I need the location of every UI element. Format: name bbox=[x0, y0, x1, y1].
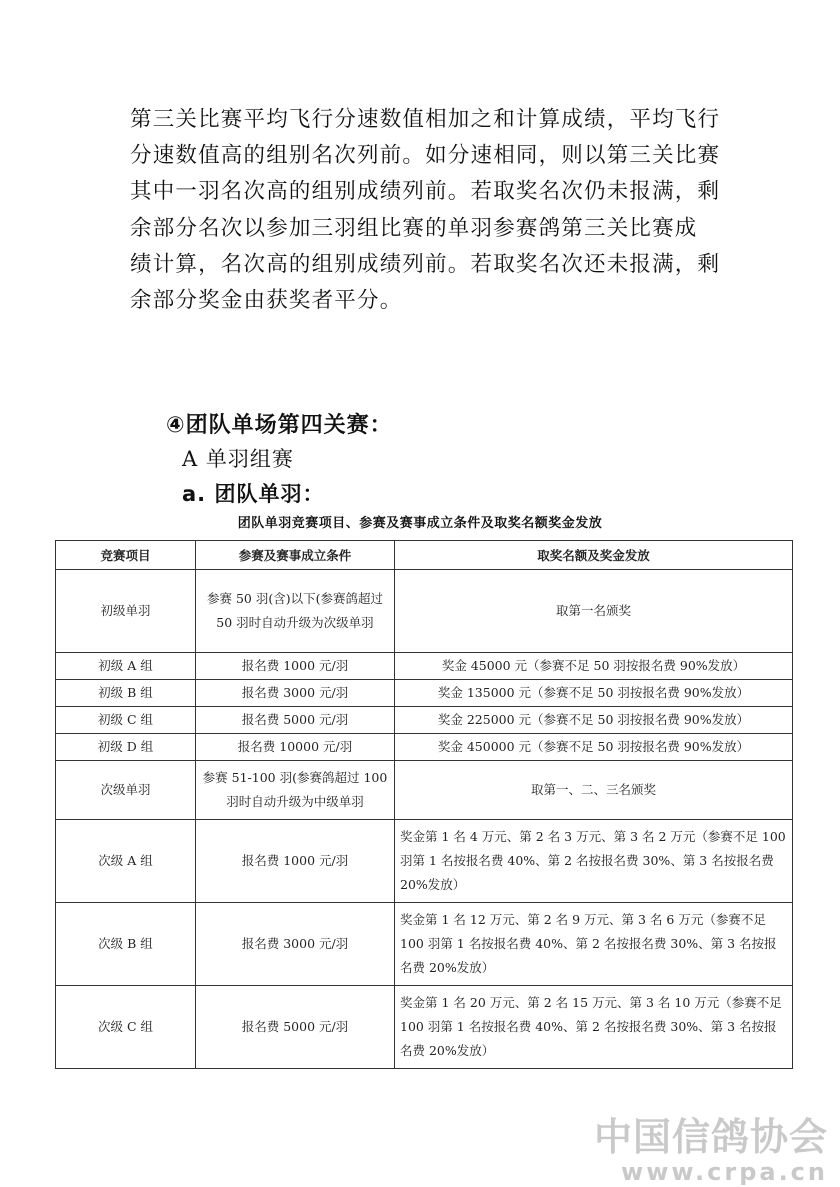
cell-event: 次级 B 组 bbox=[56, 903, 196, 986]
cell-conditions: 报名费 1000 元/羽 bbox=[196, 653, 395, 680]
cell-event: 初级 B 组 bbox=[56, 680, 196, 707]
cell-event: 次级单羽 bbox=[56, 761, 196, 820]
paragraph-line: 余部分名次以参加三羽组比赛的单羽参赛鸽第三关比赛成 bbox=[130, 215, 698, 241]
table-row bbox=[56, 707, 793, 734]
cell-conditions: 报名费 5000 元/羽 bbox=[196, 707, 395, 734]
cell-event: 次级 C 组 bbox=[56, 986, 196, 1069]
table-row bbox=[56, 986, 793, 1069]
paragraph-line: 第三关比赛平均飞行分速数值相加之和计算成绩，平均飞行 bbox=[130, 107, 721, 132]
cell-event: 初级单羽 bbox=[56, 570, 196, 653]
cell-conditions: 参赛 51-100 羽(参赛鸽超过 100 羽时自动升级为中级单羽 bbox=[196, 761, 395, 820]
table-row bbox=[56, 570, 793, 653]
paragraph-line: 余部分奖金由获奖者平分。 bbox=[130, 288, 403, 314]
section-heading: ④团队单场第四关赛： bbox=[166, 413, 393, 438]
cell-prizes: 奖金 450000 元（参赛不足 50 羽按报名费 90%发放） bbox=[395, 734, 793, 761]
table-caption: 团队单羽竞赛项目、参赛及赛事成立条件及取奖名额奖金发放 bbox=[237, 516, 603, 531]
table-row bbox=[56, 680, 793, 707]
cell-event: 初级 C 组 bbox=[56, 707, 196, 734]
subsection-heading: A 单羽组赛 bbox=[182, 447, 294, 471]
watermark-url: www.crpa.cn bbox=[621, 1158, 828, 1186]
cell-prizes: 奖金 135000 元（参赛不足 50 羽按报名费 90%发放） bbox=[395, 680, 793, 707]
table-row bbox=[56, 820, 793, 903]
paragraph-line: 分速数值高的组别名次列前。如分速相同，则以第三关比赛 bbox=[130, 143, 721, 169]
header-event: 竞赛项目 bbox=[56, 541, 196, 570]
cell-event: 初级 D 组 bbox=[56, 734, 196, 761]
cell-conditions: 报名费 3000 元/羽 bbox=[196, 903, 395, 986]
watermark bbox=[594, 1116, 828, 1186]
table-row bbox=[56, 903, 793, 986]
paragraph-line: 其中一羽名次高的组别成绩列前。若取奖名次仍未报满，剩 bbox=[130, 179, 721, 205]
body-paragraph bbox=[130, 102, 730, 319]
cell-conditions: 参赛 50 羽(含)以下(参赛鸽超过 50 羽时自动升级为次级单羽 bbox=[196, 570, 395, 653]
cell-prizes: 奖金 225000 元（参赛不足 50 羽按报名费 90%发放） bbox=[395, 707, 793, 734]
table-row bbox=[56, 653, 793, 680]
cell-prizes: 奖金第 1 名 12 万元、第 2 名 9 万元、第 3 名 6 万元（参赛不足 100 羽第 1 名按报名费 40%、第 2 名按报名费 30%、第 3 名按报名费 20%发放） bbox=[395, 903, 793, 986]
table-header-row bbox=[56, 541, 793, 570]
cell-event: 初级 A 组 bbox=[56, 653, 196, 680]
cell-prizes: 奖金第 1 名 20 万元、第 2 名 15 万元、第 3 名 10 万元（参赛不足 100 羽第 1 名按报名费 40%、第 2 名按报名费 30%、第 3 名按报名费 20%发放） bbox=[395, 986, 793, 1069]
cell-prizes: 奖金第 1 名 4 万元、第 2 名 3 万元、第 3 名 2 万元（参赛不足 100 羽第 1 名按报名费 40%、第 2 名按报名费 30%、第 3 名按报名费 20%发放） bbox=[395, 820, 793, 903]
cell-prizes: 取第一名颁奖 bbox=[395, 570, 793, 653]
cell-conditions: 报名费 10000 元/羽 bbox=[196, 734, 395, 761]
watermark-name: 中国信鸽协会 bbox=[593, 1115, 828, 1159]
prize-table bbox=[55, 540, 793, 1069]
table-row bbox=[56, 761, 793, 820]
cell-event: 次级 A 组 bbox=[56, 820, 196, 903]
table-row bbox=[56, 734, 793, 761]
header-prizes: 取奖名额及奖金发放 bbox=[395, 541, 793, 570]
cell-prizes: 奖金 45000 元（参赛不足 50 羽按报名费 90%发放） bbox=[395, 653, 793, 680]
cell-conditions: 报名费 3000 元/羽 bbox=[196, 680, 395, 707]
cell-prizes: 取第一、二、三名颁奖 bbox=[395, 761, 793, 820]
sub-subsection-heading: a. 团队单羽： bbox=[182, 482, 325, 506]
cell-conditions: 报名费 1000 元/羽 bbox=[196, 820, 395, 903]
header-conditions: 参赛及赛事成立条件 bbox=[196, 541, 395, 570]
paragraph-line: 绩计算，名次高的组别成绩列前。若取奖名次还未报满，剩 bbox=[130, 251, 721, 277]
cell-conditions: 报名费 5000 元/羽 bbox=[196, 986, 395, 1069]
